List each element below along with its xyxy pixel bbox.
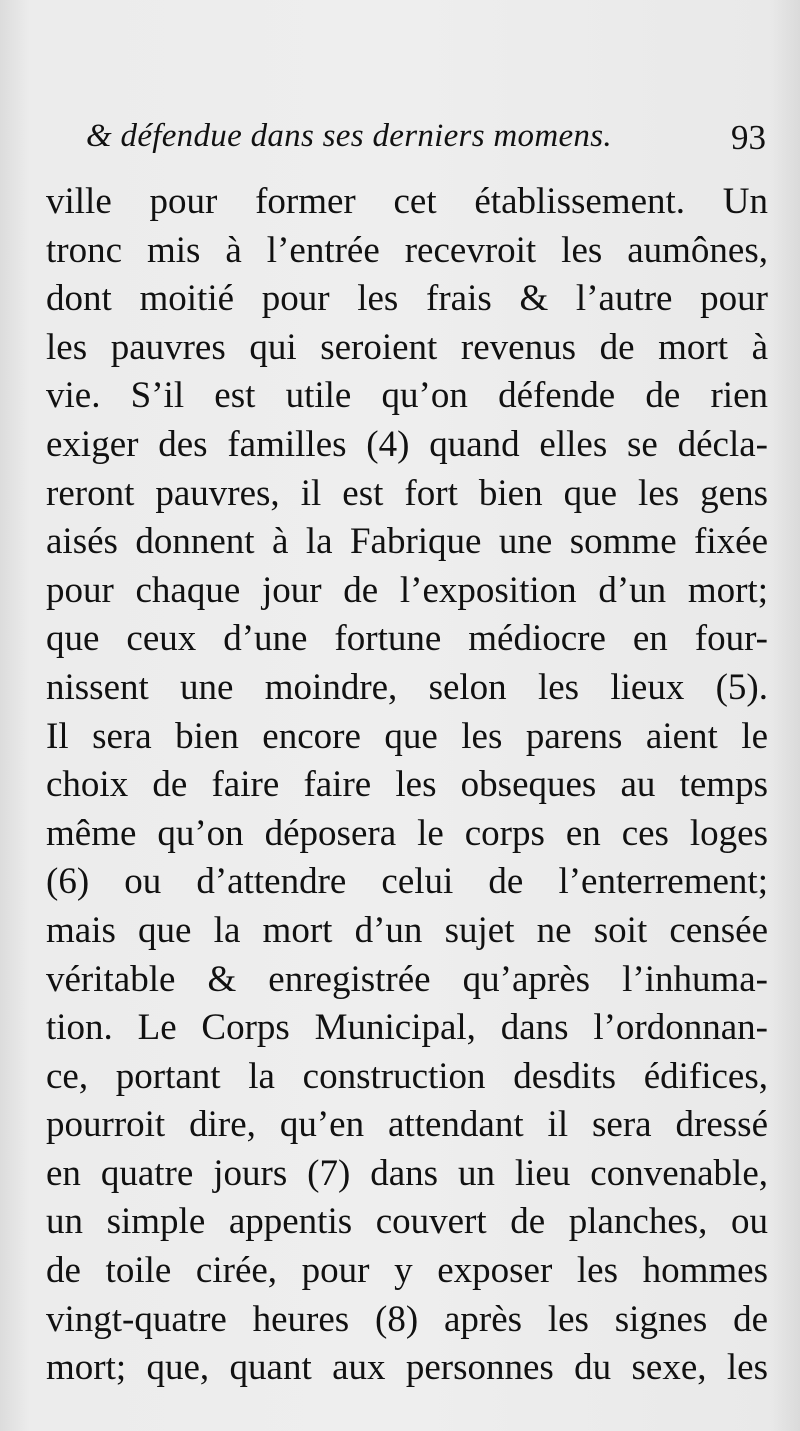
text-line: vingt-quatre heures (8) après les signes de [46,1298,768,1340]
text-line: dont moitié pour les frais & l’autre pour [46,278,768,320]
text-line: exiger des familles (4) quand elles se décla- [46,423,768,465]
text-line: aisés donnent à la Fabrique une somme fixée [46,521,768,563]
text-line: tion. Le Corps Municipal, dans l’ordonnan- [46,1007,768,1049]
text-line: ce, portant la construction desdits édifices, [46,1055,768,1097]
text-line: de toile cirée, pour y exposer les hommes [46,1250,768,1292]
text-line: vie. S’il est utile qu’on défende de rien [46,375,768,417]
text-line: choix de faire faire les obseques au temps [46,764,768,806]
text-line: un simple appentis couvert de planches, ou [46,1201,768,1243]
text-line: mort; que, quant aux personnes du sexe, les [46,1347,768,1389]
page-number: 93 [731,118,766,157]
text-line: que ceux d’une fortune médiocre en four- [46,618,768,660]
running-head [86,118,766,168]
text-line: même qu’on déposera le corps en ces loges [46,812,768,854]
text-line: mais que la mort d’un sujet ne soit censée [46,909,768,951]
text-line: reront pauvres, il est fort bien que les gens [46,472,768,514]
text-line: en quatre jours (7) dans un lieu convenable, [46,1152,768,1194]
text-line: Il sera bien encore que les parens aient le [46,715,768,757]
text-line: (6) ou d’attendre celui de l’enterrement; [46,861,768,903]
running-title: & défendue dans ses derniers momens. [86,118,612,154]
text-line: véritable & enregistrée qu’après l’inhuma- [46,958,768,1000]
text-line: les pauvres qui seroient revenus de mort à [46,326,768,368]
text-line: tronc mis à l’entrée recevroit les aumônes, [46,229,768,271]
text-line: pourroit dire, qu’en attendant il sera dressé [46,1104,768,1146]
body-text [46,178,768,1393]
text-line: nissent une moindre, selon les lieux (5). [46,666,768,708]
text-line: pour chaque jour de l’exposition d’un mort; [46,569,768,611]
text-line: ville pour former cet établissement. Un [46,181,768,222]
